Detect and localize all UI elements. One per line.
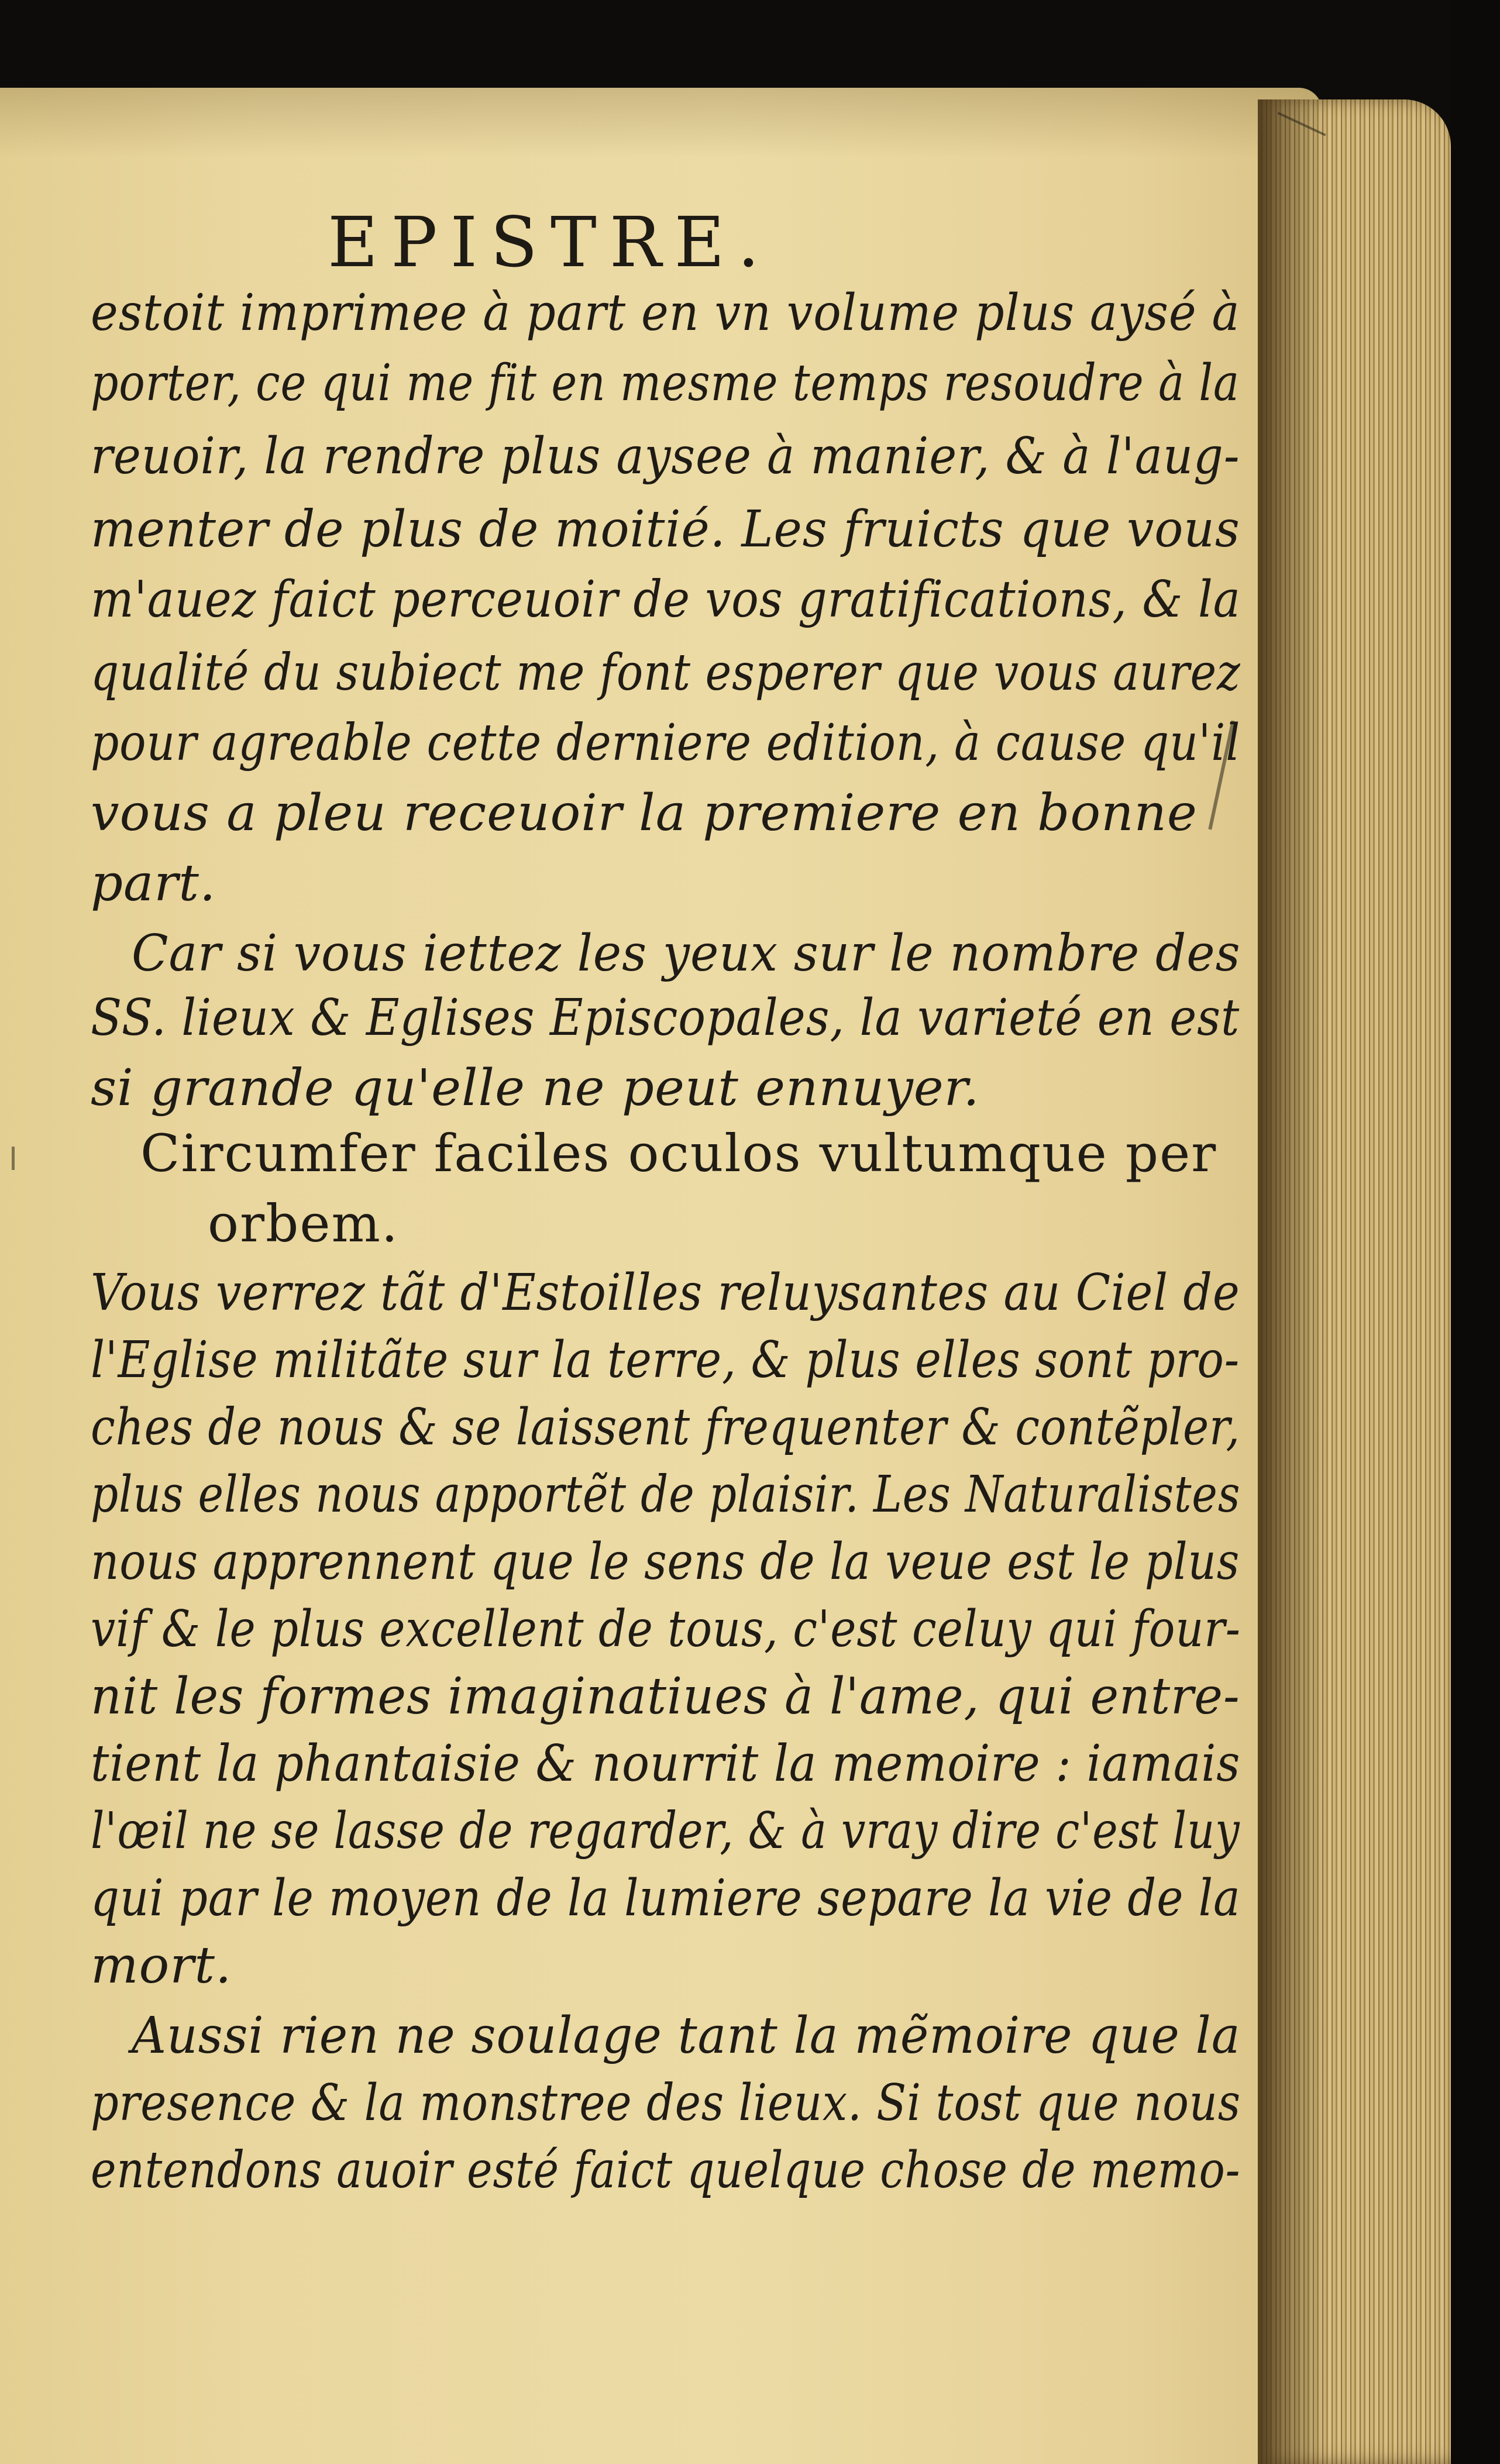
text-line-20: vif & le plus excellent de tous, c'est celuy qui four- — [91, 1600, 1241, 1658]
scan-background — [1451, 0, 1500, 2464]
text-line-12: si grande qu'elle ne peut ennuyer. — [91, 1059, 980, 1117]
text-line-5: m'auez faict perceuoir de vos gratifications, & la — [91, 570, 1241, 629]
text-line-26: Aussi rien ne soulage tant la mẽmoire que la — [132, 2007, 1241, 2065]
text-line-18: plus elles nous apportẽt de plaisir. Les Naturalistes — [91, 1465, 1241, 1524]
text-line-8: vous a pleu receuoir la premiere en bonne — [91, 784, 1198, 842]
text-line-6: qualité du subiect me font esperer que vous aurez — [91, 643, 1241, 702]
page-top-shadow — [0, 88, 1322, 158]
text-line-28: entendons auoir esté faict quelque chose de memo- — [91, 2141, 1241, 2200]
text-line-1: estoit imprimee à part en vn volume plus aysé à — [91, 284, 1240, 342]
text-line-17: ches de nous & se laissent frequenter & contẽpler, — [91, 1398, 1240, 1457]
text-line-7: pour agreable cette derniere edition, à cause qu'il — [91, 714, 1241, 772]
text-line-11: SS. lieux & Eglises Episcopales, la varieté en est — [91, 989, 1240, 1047]
latin-quote-line-2: orbem. — [208, 1193, 399, 1254]
text-line-15: Vous verrez tãt d'Estoilles reluysantes au Ciel de — [91, 1264, 1240, 1322]
page-gutter-shadow — [1258, 99, 1328, 2464]
text-line-10: Car si vous iettez les yeux sur le nombre des — [132, 924, 1241, 983]
page-heading: EPISTRE. — [328, 202, 773, 283]
text-line-3: reuoir, la rendre plus aysee à manier, & à l'aug- — [91, 427, 1240, 486]
text-line-23: l'œil ne se lasse de regarder, & à vray dire c'est luy — [91, 1802, 1240, 1860]
text-line-9: part. — [91, 854, 216, 913]
text-line-19: nous apprennent que le sens de la veue est le plus — [91, 1533, 1240, 1591]
text-line-16: l'Eglise militãte sur la terre, & plus elles sont pro- — [91, 1331, 1240, 1389]
text-line-25: mort. — [91, 1936, 232, 1995]
text-line-22: tient la phantaisie & nourrit la memoire : iamais — [91, 1735, 1241, 1793]
text-line-2: porter, ce qui me fit en mesme temps resoudre à la — [91, 354, 1240, 412]
latin-quote-line-1: Circumfer faciles oculos vultumque per — [140, 1123, 1217, 1183]
text-line-4: menter de plus de moitié. Les fruicts que vous — [91, 500, 1240, 559]
text-line-21: nit les formes imaginatiues à l'ame, qui entre- — [91, 1667, 1240, 1726]
text-line-24: qui par le moyen de la lumiere separe la vie de la — [91, 1869, 1241, 1928]
ink-mark — [12, 1147, 15, 1170]
text-line-27: presence & la monstree des lieux. Si tost que nous — [91, 2074, 1241, 2132]
